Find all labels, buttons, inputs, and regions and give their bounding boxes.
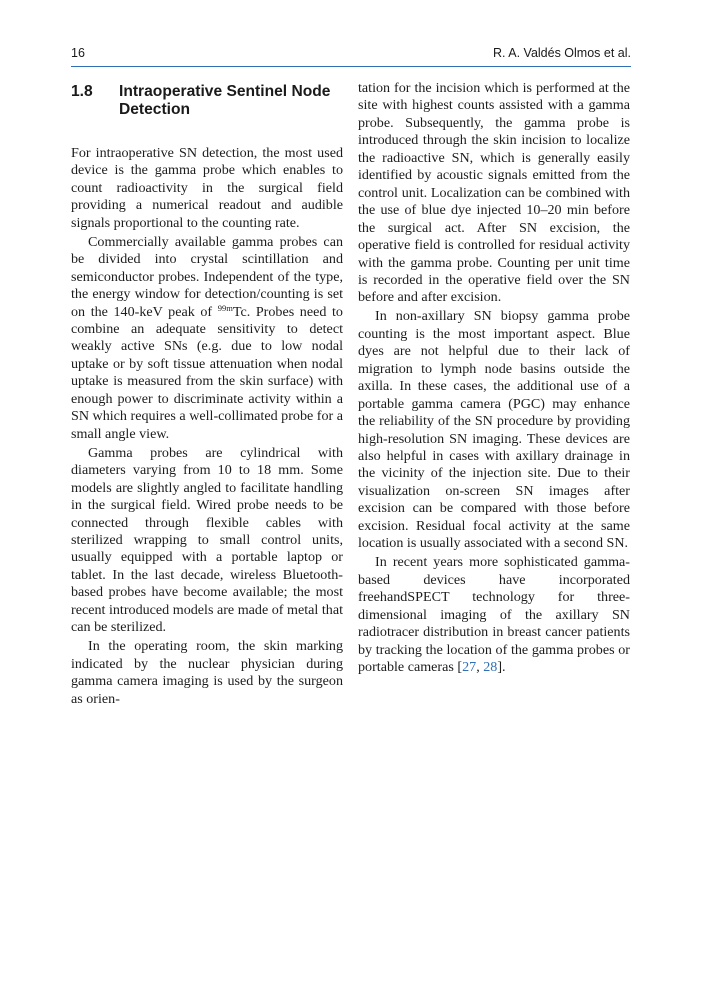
- paragraph: In the operating room, the skin marking indicated by the nuclear physician during gamma camera imaging is used by the surgeon as orien-: [71, 638, 343, 707]
- paragraph-text: In recent years more sophisticated gamma-based devices have incorporated freehandSPECT technology for three-dimensional imaging of the axillary SN radiotracer distribution in breast cancer patients by tracking the location of the gamma probes or portable cameras [: [358, 554, 630, 675]
- paragraph: For intraoperative SN detection, the most used device is the gamma probe which enables to count radioactivity in the surgical field providing a numerical readout and audible signals proportional to the counting rate.: [71, 145, 343, 231]
- section-number: 1.8: [71, 83, 93, 100]
- paragraph: Gamma probes are cylindrical with diameters varying from 10 to 18 mm. Some models are slightly angled to facilitate handling in the surgical field. Wired probe needs to be connected through flexible cables with sterilized wrapping to small control units, usually equipped with a portable laptop or tablet. In the last decade, wireless Bluetooth-based probes have become available; the most recent introduced models are made of metal that can be sterilized.: [71, 444, 343, 636]
- right-column: [358, 80, 630, 676]
- paragraph-text: Commercially available gamma probes can be divided into crystal scintillation and semiconductor probes. Independent of the type, the energy window for detection/counting is set on the 140-keV peak of: [71, 233, 343, 320]
- citation-link-27[interactable]: 27: [462, 658, 477, 675]
- running-head: R. A. Valdés Olmos et al.: [492, 46, 631, 60]
- section-title: Intraoperative Sentinel Node Detection: [119, 83, 331, 118]
- paragraph: tation for the incision which is performed at the site with highest counts assisted with a gamma probe. Subsequently, the gamma probe is introduced through the skin incision to localize the radioactive SN, which is generally easily identified by acoustic signals emitted from the control unit. Localization can be combined with the use of blue dye injected 10–20 min before the surgical act. After SN excision, the operative field is controlled for residual activity with the gamma probe. Counting per unit time is recorded in the operative field over the SN before and after excision.: [358, 80, 630, 306]
- page-number: 16: [71, 46, 85, 60]
- page-header: [71, 46, 631, 66]
- paragraph-text: Tc. Probes need to combine an adequate sensitivity to detect weakly active SNs (e.g. due to low nodal uptake or by soft tissue attenuation when nodal uptake is measured from the skin surface) with enough power to discriminate activity within a SN which requires a well-collimated probe for a small angle view.: [71, 303, 343, 442]
- left-column: [71, 80, 343, 708]
- isotope-superscript: 99m: [217, 302, 233, 313]
- paragraph: [358, 554, 630, 676]
- paragraph: [71, 234, 343, 443]
- paragraph-text: ].: [497, 658, 506, 675]
- paragraph: In non-axillary SN biopsy gamma probe counting is the most important aspect. Blue dyes are not helpful due to their lack of migration to lymph node basins outside the axilla. In these cases, the additional use of a portable gamma camera (PGC) may enhance the reliability of the SN procedure by providing high-resolution SN imaging. These devices are also helpful in cases with axillary drainage in the vicinity of the injection site. Due to their visualization on-screen SN images after excision can be compared with those before excision. Residual focal activity at the same location is usually associated with a second SN.: [358, 308, 630, 552]
- citation-separator: ,: [476, 658, 484, 675]
- header-rule: [71, 66, 631, 67]
- citation-link-28[interactable]: 28: [483, 658, 498, 675]
- section-heading: [71, 83, 343, 119]
